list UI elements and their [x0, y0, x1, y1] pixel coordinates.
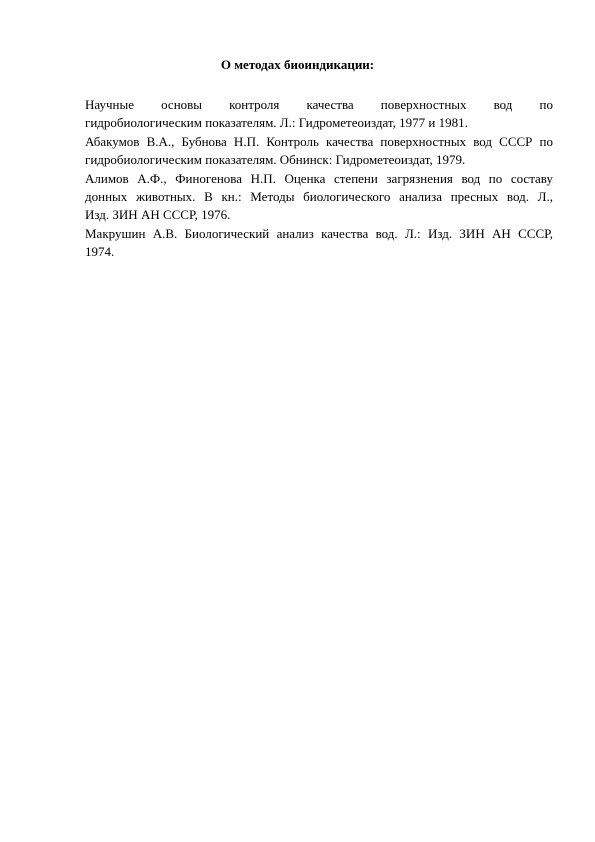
reference-list — [85, 96, 553, 262]
page-title: О методах биоиндикации: — [220, 57, 375, 72]
reference-item — [85, 133, 553, 170]
reference-line: Научные основы контроля качества поверхностных вод по — [85, 97, 553, 112]
reference-line: донных животных. В кн.: Методы биологического анализа пресных вод. Л., — [85, 189, 553, 205]
reference-line: Алимов А.Ф., Финогенова Н.П. Оценка степени загрязнения вод по составу — [85, 170, 553, 186]
reference-line: Изд. ЗИН АН СССР, 1976. — [85, 207, 231, 223]
reference-item — [85, 225, 553, 262]
reference-line: гидробиологическим показателям. Обнинск: Гидрометеоиздат, 1979. — [85, 152, 466, 168]
reference-line: Абакумов В.А., Бубнова Н.П. Контроль качества поверхностных вод СССР по — [85, 133, 553, 149]
reference-line: 1974. — [85, 244, 115, 260]
reference-line: Макрушин А.В. Биологический анализ качества вод. Л.: Изд. ЗИН АН СССР, — [85, 225, 553, 241]
reference-line: гидробиологическим показателям. Л.: Гидрометеоиздат, 1977 и 1981. — [85, 115, 468, 131]
reference-item — [85, 170, 553, 225]
reference-item — [85, 96, 553, 133]
